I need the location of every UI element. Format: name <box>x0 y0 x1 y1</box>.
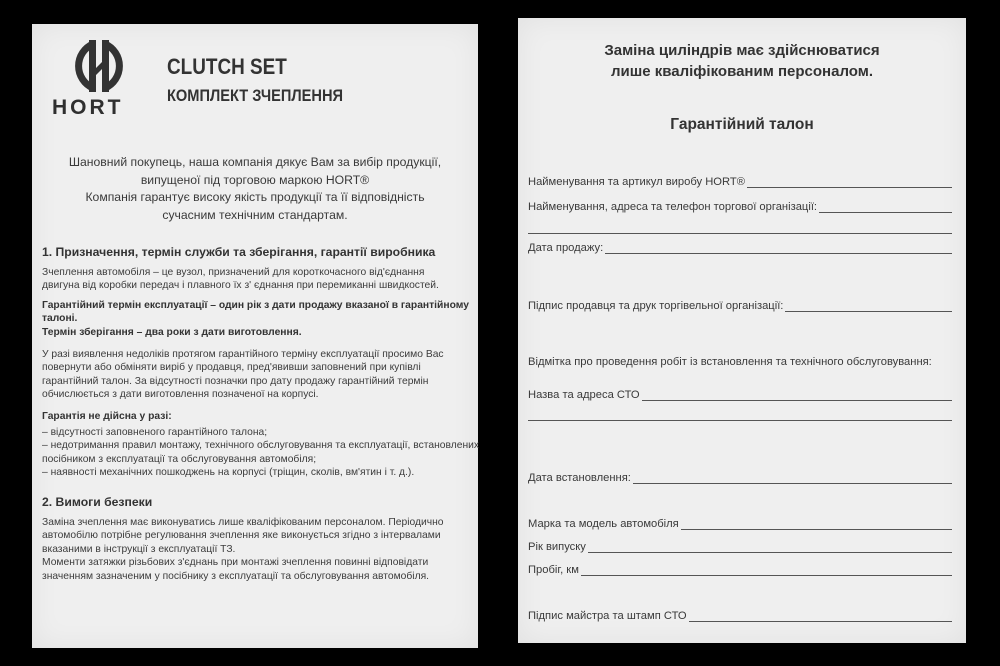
list-item: – недотримання правил монтажу, технічного обслуговування та експлуатації, встановлених <box>42 440 480 452</box>
field-label: Рік випуску <box>528 541 586 553</box>
car-model-field[interactable] <box>528 518 952 530</box>
text-line: значенням зазначеним у посібнику з експлуатації та обслуговування автомобіля. <box>42 570 430 582</box>
field-line[interactable] <box>785 301 952 312</box>
text-line: двигуна від коробки передач і плавного їх з' єднання при перемиканні швидкостей. <box>42 280 439 292</box>
section-1-paragraph-3 <box>42 348 468 402</box>
field-label: Пробіг, км <box>528 564 579 576</box>
text-line: Моменти затяжки різьбових з'єднань при монтажі зчеплення повинні відповідати <box>42 557 429 569</box>
field-label: Підпис майстра та штамп СТО <box>528 610 687 622</box>
master-signature-field[interactable] <box>528 610 952 622</box>
section-2-paragraph <box>42 516 468 583</box>
field-label: Марка та модель автомобіля <box>528 518 679 530</box>
logo-text: HORT <box>52 96 124 119</box>
warranty-card-page <box>518 18 966 643</box>
warranty-void-title: Гарантія не дійсна у разі: <box>42 411 172 422</box>
text-line: талоні. <box>42 313 78 325</box>
field-line[interactable] <box>633 473 952 484</box>
install-date-field[interactable] <box>528 472 952 484</box>
mileage-field[interactable] <box>528 564 952 576</box>
field-line[interactable] <box>819 202 952 213</box>
warranty-term <box>42 299 468 339</box>
intro-line: Шановний покупець, наша компанія дякує Вам за вибір продукції, <box>68 155 442 169</box>
list-item: посібником з експлуатації та обслуговування автомобіля; <box>42 453 317 465</box>
field-line[interactable] <box>642 390 952 401</box>
seller-signature-field[interactable] <box>528 300 952 312</box>
service-note-label: Відмітка про проведення робіт із встановлення та технічного обслуговування: <box>528 356 932 368</box>
text-line: Термін зберігання – два роки з дати виготовлення. <box>42 326 302 338</box>
field-label: Дата встановлення: <box>528 472 631 484</box>
instruction-page <box>32 24 478 648</box>
field-line[interactable] <box>689 611 952 622</box>
field-line[interactable] <box>747 177 952 188</box>
text-line: обчислюється з дати виготовлення позначеної на корпусі. <box>42 389 319 401</box>
field-label: Назва та адреса СТО <box>528 389 640 401</box>
intro-text <box>32 154 478 224</box>
list-item: – відсутності заповненого гарантійного талона; <box>42 427 268 438</box>
product-title: CLUTCH SET <box>167 54 287 79</box>
text-line: вказаними в інструкції з експлуатації ТЗ. <box>42 543 236 555</box>
intro-line: випущеної під торговою маркою HORT® <box>140 172 370 187</box>
product-field[interactable] <box>528 176 952 188</box>
field-line[interactable] <box>581 565 952 576</box>
store-field[interactable] <box>528 201 952 213</box>
section-2-title: 2. Вимоги безпеки <box>42 495 153 509</box>
hort-logo-icon <box>67 38 131 94</box>
warranty-void-list <box>42 426 480 480</box>
text-line: Гарантійний термін експлуатації – один рік з дати продажу вказаної в гарантійному <box>42 300 469 311</box>
product-subtitle: КОМПЛЕКТ ЗЧЕПЛЕННЯ <box>167 86 344 105</box>
intro-line: Компанія гарантує високу якість продукції та її відповідність <box>85 190 425 204</box>
text-line: Зчеплення автомобіля – це вузол, призначений для короткочасного від'єднання <box>42 267 425 278</box>
text-line: гарантійний талон. За відсутності позначки про дату продажу гарантійний термін <box>42 375 429 387</box>
field-label: Підпис продавця та друк торгівельної організації: <box>528 300 784 312</box>
text-line: У разі виявлення недоліків протягом гарантійного терміну експлуатації просимо Вас <box>42 349 444 360</box>
intro-line: сучасним технічним стандартам. <box>162 207 348 222</box>
header-line: лише кваліфікованим персоналом. <box>610 63 874 80</box>
field-label: Дата продажу: <box>528 242 604 254</box>
service-station-line[interactable] <box>528 420 952 421</box>
text-line: автомобілю потрібне регулювання зчеплення яке виконується згідно з інтервалами <box>42 530 441 542</box>
section-1-paragraph-1 <box>42 266 468 293</box>
field-label: Найменування та артикул виробу HORT® <box>528 176 745 188</box>
service-station-field[interactable] <box>528 389 952 401</box>
year-field[interactable] <box>528 541 952 553</box>
list-item: – наявності механічних пошкоджень на корпусі (тріщин, сколів, вм'ятин і т. д.). <box>42 467 415 479</box>
store-field-line[interactable] <box>528 233 952 234</box>
section-1-title: 1. Призначення, термін служби та зберігання, гарантії виробника <box>42 245 436 259</box>
sale-date-field[interactable] <box>528 242 952 254</box>
warranty-card-title: Гарантійний талон <box>670 116 814 133</box>
text-line: повернути або обміняти виріб у продавця, пред'явивши заповнений при купівлі <box>42 362 421 374</box>
field-label: Найменування, адреса та телефон торгової організації: <box>528 201 818 213</box>
header-line: Заміна циліндрів має здійснюватися <box>604 42 880 59</box>
field-line[interactable] <box>605 243 952 254</box>
field-line[interactable] <box>681 519 952 530</box>
text-line: Заміна зчеплення має виконуватись лише кваліфікованим персоналом. Періодично <box>42 517 444 528</box>
field-line[interactable] <box>588 542 952 553</box>
